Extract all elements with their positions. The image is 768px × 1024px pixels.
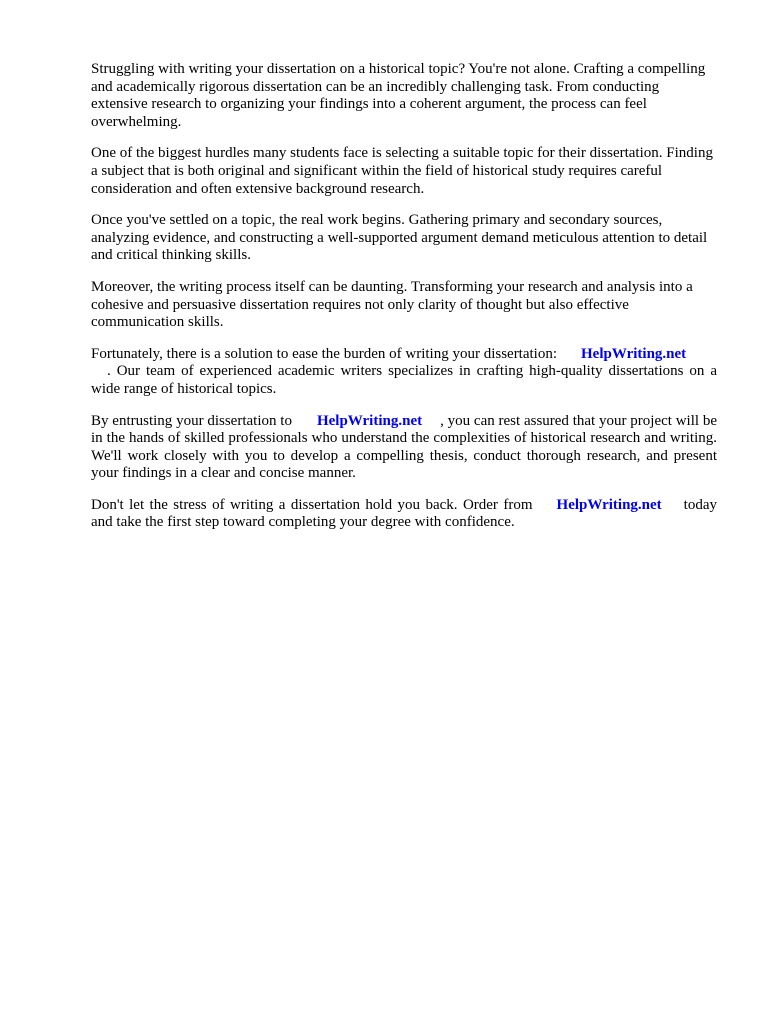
paragraph-solution-text-before: Fortunately, there is a solution to ease the burden of writing your dissertation:	[91, 345, 558, 362]
paragraph-topic-selection: One of the biggest hurdles many students face is selecting a suitable topic for their dissertation. Finding a subject that is both original and significant within the field of historical study requires careful consideration and often extensive background research.	[91, 145, 713, 197]
paragraph-cta-text-before: Don't let the stress of writing a dissertation hold you back. Order from	[91, 496, 533, 513]
paragraph-entrusting-text-before: By entrusting your dissertation to	[91, 412, 292, 429]
helpwriting-link-1[interactable]: HelpWriting.net	[581, 345, 687, 362]
paragraph-cta-text-after: today and take the first step toward completing your degree with confidence.	[91, 496, 717, 531]
paragraph-writing-process: Moreover, the writing process itself can be daunting. Transforming your research and analysis into a cohesive and persuasive dissertation requires not only clarity of thought but also effective communication skills.	[91, 278, 693, 331]
helpwriting-link-3[interactable]: HelpWriting.net	[556, 496, 662, 513]
document-page	[91, 61, 717, 546]
paragraph-research-work: Once you've settled on a topic, the real work begins. Gathering primary and secondary sources, analyzing evidence, and constructing a well-supported argument demand meticulous attention to detail and critical thinking skills.	[91, 212, 708, 264]
helpwriting-link-2[interactable]: HelpWriting.net	[316, 412, 423, 429]
paragraph-solution	[91, 346, 717, 399]
paragraph-call-to-action	[91, 497, 717, 532]
paragraph-entrusting	[91, 413, 717, 483]
paragraph-intro: Struggling with writing your dissertation on a historical topic? You're not alone. Crafting a compelling and academically rigorous dissertation can be an incredibly challenging task. From conducting extensive research to organizing your findings into a coherent argument, the process can feel overwhelming.	[91, 61, 706, 130]
paragraph-solution-text-after: . Our team of experienced academic writers specializes in crafting high-quality dissertations on a wide range of historical topics.	[91, 363, 717, 397]
paragraph-entrusting-text-after: , you can rest assured that your project will be in the hands of skilled professionals who understand the complexities of historical research and writing. We'll work closely with you to develop a compelling thesis, conduct thorough research, and present your findings in a clear and concise manner.	[91, 412, 717, 482]
